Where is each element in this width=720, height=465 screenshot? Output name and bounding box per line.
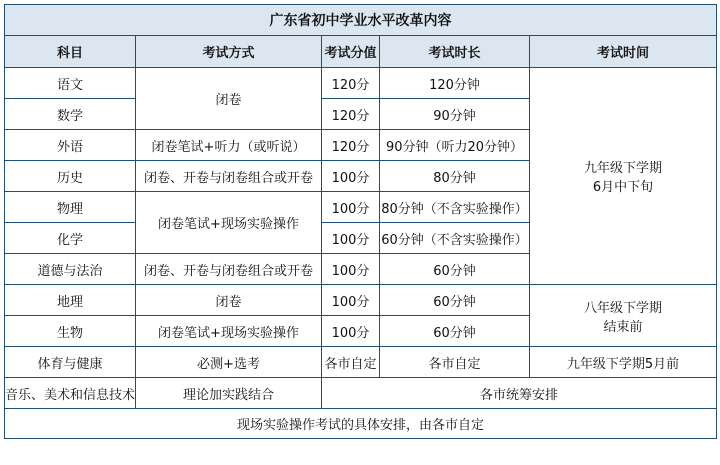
cell-duration: 60分钟 [380, 316, 530, 347]
cell-score: 各市自定 [322, 347, 380, 378]
table-row [5, 347, 717, 378]
cell-duration: 80分钟 [380, 161, 530, 192]
table-row [5, 68, 717, 99]
cell-score: 120分 [322, 99, 380, 130]
cell-duration: 90分钟 [380, 99, 530, 130]
cell-score: 100分 [322, 192, 380, 223]
cell-subject: 生物 [5, 316, 136, 347]
cell-subject: 道德与法治 [5, 254, 136, 285]
cell-duration: 80分钟（不含实验操作） [380, 192, 530, 223]
cell-arrangement: 各市统筹安排 [322, 378, 717, 409]
cell-method: 闭卷 [136, 285, 322, 316]
header-row [5, 36, 717, 68]
cell-duration: 各市自定 [380, 347, 530, 378]
cell-score: 100分 [322, 223, 380, 254]
cell-score: 100分 [322, 161, 380, 192]
cell-method: 理论加实践结合 [136, 378, 322, 409]
cell-time: 八年级下学期 结束前 [530, 285, 717, 347]
cell-duration: 90分钟（听力20分钟） [380, 130, 530, 161]
cell-time: 九年级下学期 6月中下旬 [530, 68, 717, 285]
cell-score: 120分 [322, 130, 380, 161]
reform-table [4, 4, 717, 439]
cell-method: 闭卷笔试+听力（或听说） [136, 130, 322, 161]
cell-duration: 60分钟 [380, 254, 530, 285]
cell-score: 100分 [322, 316, 380, 347]
cell-score: 100分 [322, 254, 380, 285]
cell-duration: 60分钟（不含实验操作） [380, 223, 530, 254]
cell-subject: 物理 [5, 192, 136, 223]
table-row [5, 285, 717, 316]
cell-method: 闭卷笔试+现场实验操作 [136, 316, 322, 347]
cell-score: 120分 [322, 68, 380, 99]
cell-method: 闭卷、开卷与闭卷组合或开卷 [136, 161, 322, 192]
cell-method: 必测+选考 [136, 347, 322, 378]
cell-method: 闭卷 [136, 68, 322, 130]
footer-row [5, 409, 717, 439]
header-score: 考试分值 [322, 36, 380, 68]
cell-method: 闭卷、开卷与闭卷组合或开卷 [136, 254, 322, 285]
header-time: 考试时间 [530, 36, 717, 68]
cell-subject: 外语 [5, 130, 136, 161]
cell-score: 100分 [322, 285, 380, 316]
header-method: 考试方式 [136, 36, 322, 68]
cell-subject: 历史 [5, 161, 136, 192]
footer-note: 现场实验操作考试的具体安排，由各市自定 [5, 409, 717, 439]
cell-subject: 体育与健康 [5, 347, 136, 378]
table-row [5, 378, 717, 409]
cell-subject: 地理 [5, 285, 136, 316]
cell-subject: 化学 [5, 223, 136, 254]
header-duration: 考试时长 [380, 36, 530, 68]
cell-duration: 60分钟 [380, 285, 530, 316]
cell-duration: 120分钟 [380, 68, 530, 99]
cell-subject: 数学 [5, 99, 136, 130]
cell-method: 闭卷笔试+现场实验操作 [136, 192, 322, 254]
reform-table-container [4, 4, 716, 460]
table-title: 广东省初中学业水平改革内容 [5, 5, 717, 36]
cell-subject: 音乐、美术和信息技术 [5, 378, 136, 409]
cell-subject: 语文 [5, 68, 136, 99]
header-subject: 科目 [5, 36, 136, 68]
cell-time: 九年级下学期5月前 [530, 347, 717, 378]
